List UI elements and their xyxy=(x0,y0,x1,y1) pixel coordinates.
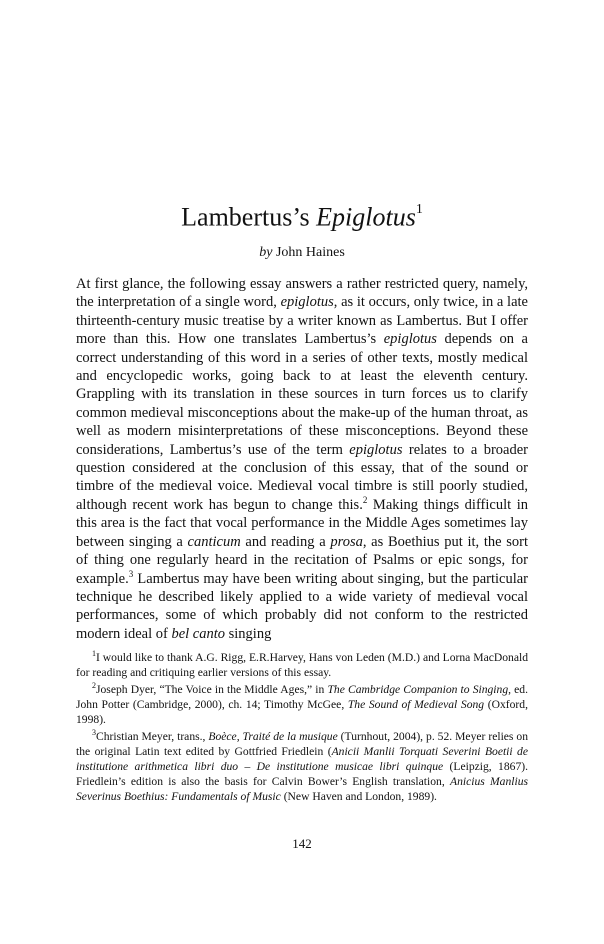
text-run: relates to a broader question considered at the conclusion of this essay, that of the sound or timbre of the medieval voice. Medieval vocal timbre is still poorly studied, although recent work has begun to change this. xyxy=(76,441,528,513)
title-italic: Epiglotus xyxy=(316,202,416,232)
footnote-text: (New Haven and London, 1989). xyxy=(280,790,437,803)
footnote-italic: Anicii Manlii Torquati Severini Boetii de institutione arithmetica libri duo – De institutione musicae libri quinque xyxy=(76,745,528,773)
footnote-ref: 2 xyxy=(362,495,368,506)
footnote-text: (Leipzig, 1867). Friedlein’s edition is also the basis for Calvin Bower’s English translation, xyxy=(76,760,528,788)
byline xyxy=(0,244,604,262)
footnote-ref: 3 xyxy=(128,568,134,579)
footnote-3 xyxy=(76,729,528,804)
text-run: , as it occurs, only twice, in a late thirteenth-century music treatise by a writer known as Lambertus. But I offer more than this. How one translates Lambertus’s xyxy=(76,294,528,348)
italic-term: canticum xyxy=(187,533,241,550)
text-run: Making things difficult in this area is the fact that vocal performance in the Middle Ages sometimes lay between singing a xyxy=(76,496,529,550)
title-footnote-ref: 1 xyxy=(415,202,423,217)
footnote-2 xyxy=(76,682,528,727)
paragraph xyxy=(76,275,528,643)
footnote-italic: Boèce, Traité de la musique xyxy=(208,730,338,743)
text-run: At first glance, the following essay answers a rather restricted query, namely, the interpretation of a single word, xyxy=(76,276,528,311)
author-name: John Haines xyxy=(272,245,345,260)
text-run: singing xyxy=(225,625,272,642)
footnote-text: (Oxford, 1998). xyxy=(76,698,528,726)
italic-term: bel canto xyxy=(171,625,225,642)
footnote-text: I would like to thank A.G. Rigg, E.R.Harvey, Hans von Leden (M.D.) and Lorna MacDonald for reading and critiquing earlier versions of this essay. xyxy=(76,651,528,679)
italic-term: epiglotus xyxy=(280,294,334,311)
footnote-number: 1 xyxy=(92,649,96,659)
footnote-number: 3 xyxy=(92,728,96,738)
italic-term: epiglotus xyxy=(349,441,403,458)
italic-term: epiglotus xyxy=(383,331,437,348)
text-run: , as Boethius put it, the sort of thing one regularly heard in the recitation of Psalms or epic songs, for example. xyxy=(76,533,528,587)
footnote-italic: Anicius Manlius Severinus Boethius: Fundamentals of Music xyxy=(76,775,529,803)
title-main: Lambertus’s xyxy=(181,202,317,232)
text-run: Lambertus may have been writing about singing, but the particular technique he described likely applied to a wide variety of medieval vocal performances, some of which probably did not conform to the restricted modern ideal of xyxy=(76,570,528,642)
footnote-italic: The Cambridge Companion to Singing xyxy=(327,683,509,696)
footnote-text: Christian Meyer, trans., xyxy=(96,730,209,743)
footnote-italic: The Sound of Medieval Song xyxy=(347,698,485,711)
essay-title xyxy=(0,197,604,234)
footnote-number: 2 xyxy=(92,681,96,691)
text-run: and reading a xyxy=(240,533,331,550)
page-number: 142 xyxy=(292,836,312,851)
body-text xyxy=(76,275,528,643)
footnote-text: Joseph Dyer, “The Voice in the Middle Ages,” in xyxy=(96,683,328,696)
footnote-text: , ed. John Potter (Cambridge, 2000), ch. 14; Timothy McGee, xyxy=(76,683,528,711)
footnotes xyxy=(76,650,528,806)
footnote-1 xyxy=(76,650,528,680)
italic-term: prosa xyxy=(330,533,363,550)
byline-prefix: by xyxy=(259,245,273,260)
footnote-text: (Turnhout, 2004), p. 52. Meyer relies on the original Latin text edited by Gottfried Friedlein ( xyxy=(76,730,528,758)
text-run: depends on a correct understanding of this word in a series of other texts, mostly medical and encyclopedic works, going back to at least the eleventh century. Grappling with its translation in these sources in turn forces us to clarify common medieval misconceptions about the make-up of the human throat, as well as modern misinterpretations of these misconceptions. Beyond these considerations, Lambertus’s use of the term xyxy=(76,331,528,458)
